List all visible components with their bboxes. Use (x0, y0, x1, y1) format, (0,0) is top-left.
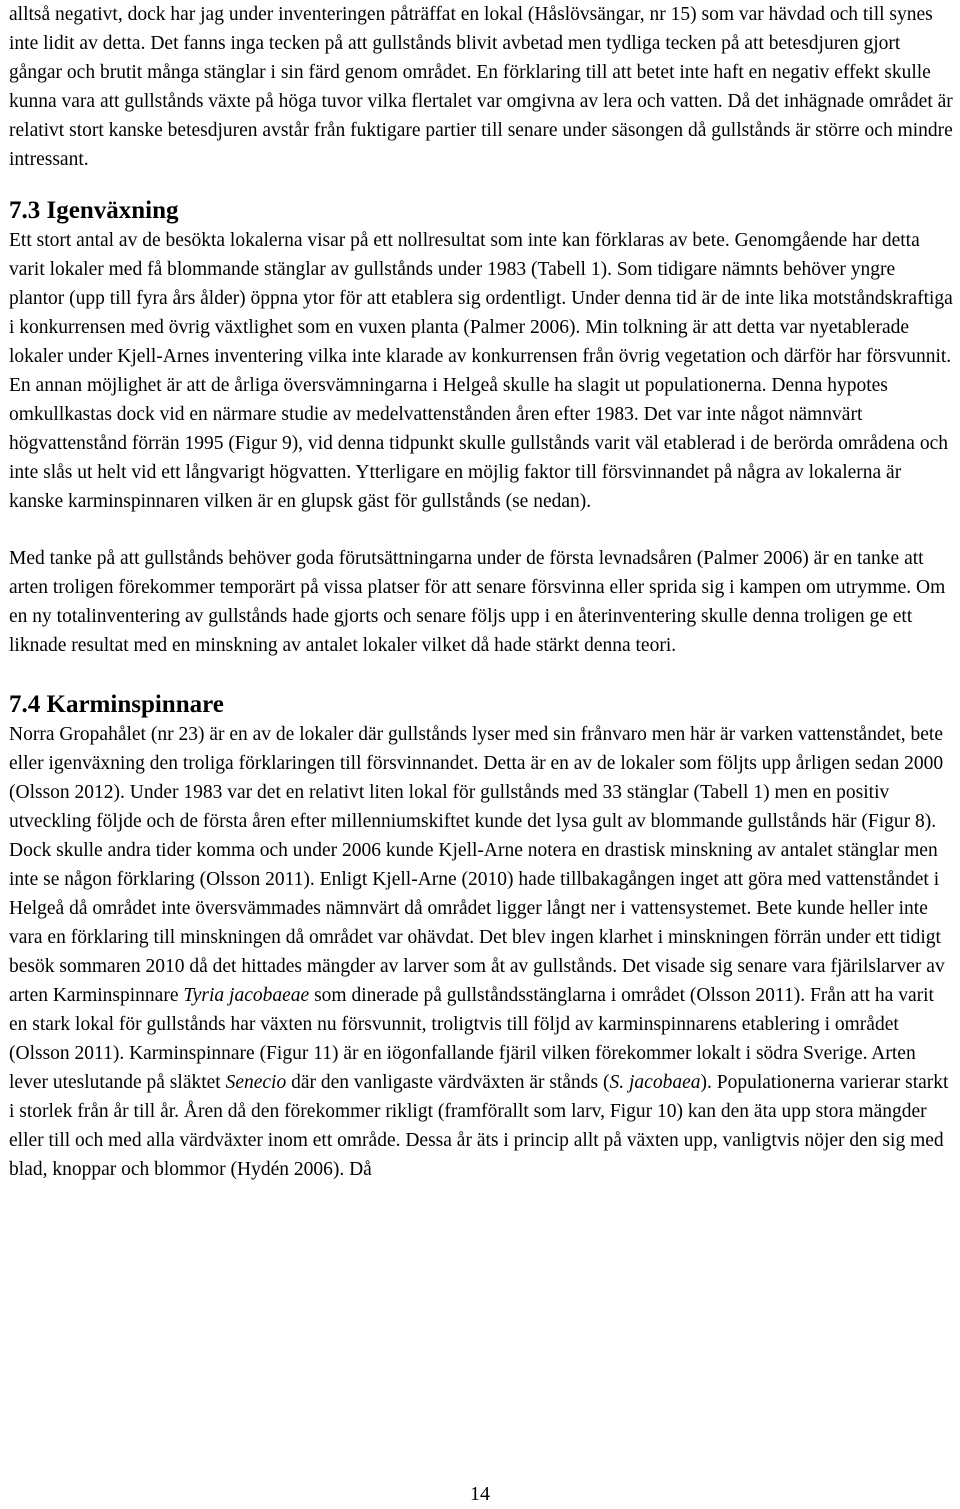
text-segment: ). Populationerna varierar starkt i storlek från år till år. Åren då den förekommer rikligt (framförallt som larv, Figur 10) kan den äta upp stora mängder eller till och med alla värdväxter inom ett område. Dessa år äts i princip allt på växten upp, vanligtvis nöjer den sig med blad, knoppar och blommor (Hydén 2006). Då (9, 1072, 949, 1180)
page-number: 14 (470, 1483, 490, 1505)
paragraph-temporary-occurrence: Med tanke på att gullstånds behöver goda förutsättningarna under de första levnadsåren (Palmer 2006) är en tanke att arten troligen förekommer temporärt på vissa platser för att senare försvinna eller sprida sig i kampen om utrymme. Om en ny totalinventering av gullstånds hade gjorts och senare följs upp i en återinventering skulle denna troligen ge ett liknade resultat med en minskning av antalet lokaler vilket då hade stärkt denna teori. (9, 548, 946, 656)
spacer (9, 660, 955, 690)
genus-name-italic: Senecio (225, 1072, 287, 1093)
species-abbrev-italic: S. jacobaea (609, 1072, 701, 1093)
species-name-italic: Tyria jacobaeae (183, 985, 310, 1006)
document-page (9, 0, 955, 1184)
paragraph-grazing: alltså negativt, dock har jag under inventeringen påträffat en lokal (Håslövsängar, nr 15) som var hävdad och till synes inte lidit av detta. Det fanns inga tecken på att gullstånds blivit avbetad men tydliga tecken på att betesdjuren gjort gångar och brutit många stänglar i sin färd genom området. En förklaring till att betet inte haft en negativ effekt skulle kunna vara att gullstånds växte på höga tuvor vilka flertalet var omgivna av lera och vatten. Då det inhägnade området är relativt stort kanske betesdjuren avstår från fuktigare partier till senare under säsongen då gullstånds är större och mindre intressant. (9, 4, 953, 170)
spacer (9, 174, 955, 196)
spacer (9, 516, 955, 544)
heading-7-3: 7.3 Igenväxning (9, 197, 179, 224)
text-segment: där den vanligaste värdväxten är stånds ( (286, 1072, 610, 1093)
heading-7-4: 7.4 Karminspinnare (9, 691, 224, 718)
paragraph-overgrowth: Ett stort antal av de besökta lokalerna visar på ett nollresultat som inte kan förklaras av bete. Genomgående har detta varit lokaler med få blommande stänglar av gullstånds under 1983 (Tabell 1). Som tidigare nämnts behöver yngre plantor (upp till fyra års ålder) öppna ytor för att etablera sig ordentligt. Under denna tid är de inte lika motståndskraftiga i konkurrensen med övrig växtlighet som en vuxen planta (Palmer 2006). Min tolkning är att detta var nyetablerade lokaler under Kjell-Arnes inventering vilka inte klarade av konkurrensen från övrig vegetation och därför har försvunnit. En annan möjlighet är att de årliga översvämningarna i Helgeå skulle ha slagit ut populationerna. Denna hypotes omkullkastas dock vid en närmare studie av medelvattenstånden åren efter 1983. Det var inte något nämnvärt högvattenstånd förrän 1995 (Figur 9), vid denna tidpunkt skulle gullstånds varit väl etablerad i de berörda områdena och inte slås ut helt vid ett långvarigt högvatten. Ytterligare en möjlig faktor till försvinnandet på några av lokalerna är kanske karminspinnaren vilken är en glupsk gäst för gullstånds (se nedan). (9, 230, 953, 512)
paragraph-cinnabar-moth (9, 720, 955, 1184)
text-segment: Norra Gropahålet (nr 23) är en av de lokaler där gullstånds lyser med sin frånvaro men här är varken vattenståndet, bete eller igenväxning den troliga förklaringen till försvinnandet. Detta är en av de lokaler som följts upp årligen sedan 2000 (Olsson 2012). Under 1983 var det en relativt liten lokal för gullstånds med 33 stänglar (Tabell 1) men en positiv utveckling följde och de första åren efter millenniumskiftet kunde det lysa gult av blommande gullstånds här (Figur 8). Dock skulle andra tider komma och under 2006 kunde Kjell-Arne notera en drastisk minskning av antalet stänglar men inte se någon förklaring (Olsson 2011). Enligt Kjell-Arne (2010) hade tillbakagången inget att göra med vattenståndet i Helgeå då området inte översvämmades nämnvärt då området ligger långt ner i vattensystemet. Bete kunde heller inte vara en förklaring till minskningen då området var ohävdat. Det blev ingen klarhet i minskningen förrän under ett tidigt besök sommaren 2010 då det hittades mängder av larver som åt av gullstånds. Det visade sig senare vara fjärilslarver av arten Karminspinnare (9, 724, 945, 1006)
text-segment: som dinerade på gullståndsstänglarna i området (Olsson 2011). Från att ha varit en stark lokal för gullstånds har växten nu försvunnit, troligtvis till följd av karminspinnarens etablering i området (Olsson 2011). Karminspinnare (Figur 11) är en iögonfallande fjäril vilken förekommer lokalt i södra Sverige. Arten lever uteslutande på släktet (9, 985, 934, 1093)
